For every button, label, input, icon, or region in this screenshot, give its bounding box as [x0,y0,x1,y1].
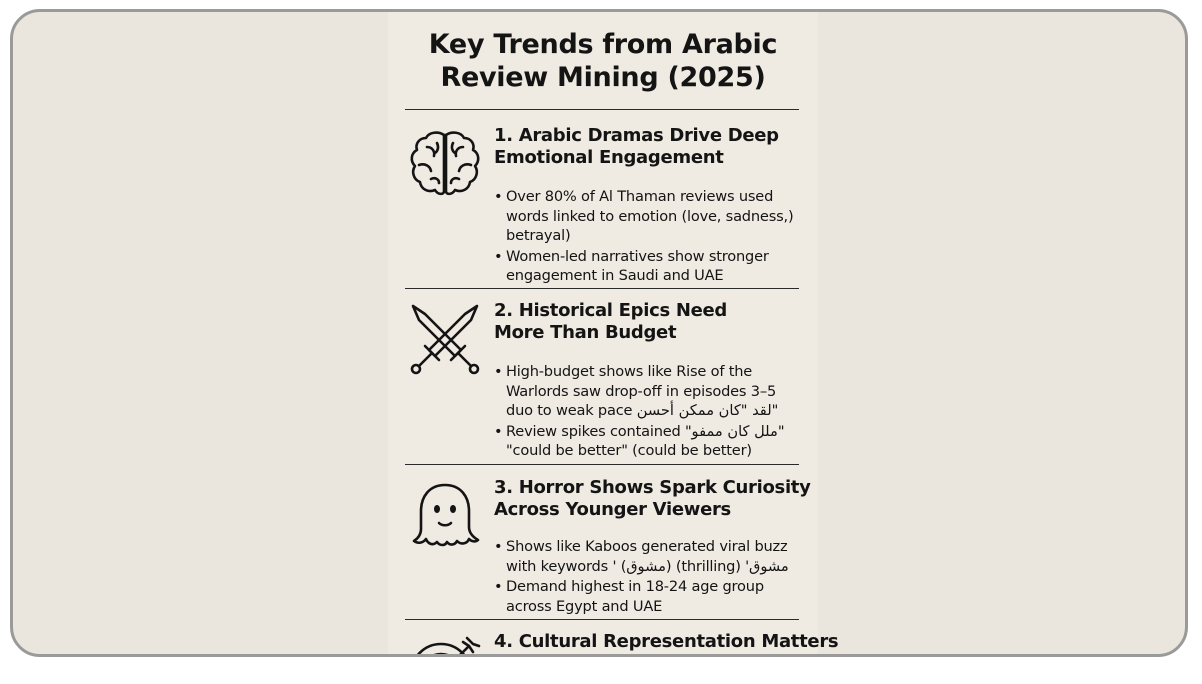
section-heading: 1. Arabic Dramas Drive Deep Emotional Engagement [494,125,779,168]
ghost-icon [407,479,483,555]
section-heading: 2. Historical Epics Need More Than Budget [494,300,728,343]
divider [405,619,799,620]
section-heading: 3. Horror Shows Spark Curiosity Across Younger Viewers [494,477,811,520]
list-item: • Over 80% of Al Thaman reviews used words linked to emotion (love, sadness,) betrayal) [494,187,804,246]
list-item: • Shows like Kaboos generated viral buzz with keywords ' (مشوق) (thrilling) 'مشوق [494,537,804,576]
trend-section-4 [405,631,839,657]
brain-icon [407,127,483,203]
bullet-list [494,537,804,617]
title-line-1: Key Trends from Arabic [428,29,778,60]
page-title [393,28,813,94]
list-item: • Women-led narratives show stronger engagement in Saudi and UAE [494,247,804,286]
divider [405,109,799,110]
trend-section-2 [405,300,805,464]
bullet-list [494,187,804,287]
title-line-2: Review Mining (2025) [440,62,766,93]
list-item: • Demand highest in 18-24 age group across Egypt and UAE [494,577,804,616]
crossed-swords-icon [407,302,483,378]
bullet-list [494,362,804,462]
list-item: • Review spikes contained "ملل كان ممفو" "could be better" (could be better) [494,422,804,461]
section-heading: 4. Cultural Representation Matters [494,631,839,652]
trend-section-3 [405,477,811,617]
trend-section-1 [405,125,805,285]
divider [405,288,799,289]
document-frame [10,9,1188,657]
list-item: • High-budget shows like Rise of the Warlords saw drop-off in episodes 3–5 duo to weak pace لقد "كان ممكن أحسن" [494,362,804,421]
target-arrow-icon [407,634,483,657]
divider [405,464,799,465]
